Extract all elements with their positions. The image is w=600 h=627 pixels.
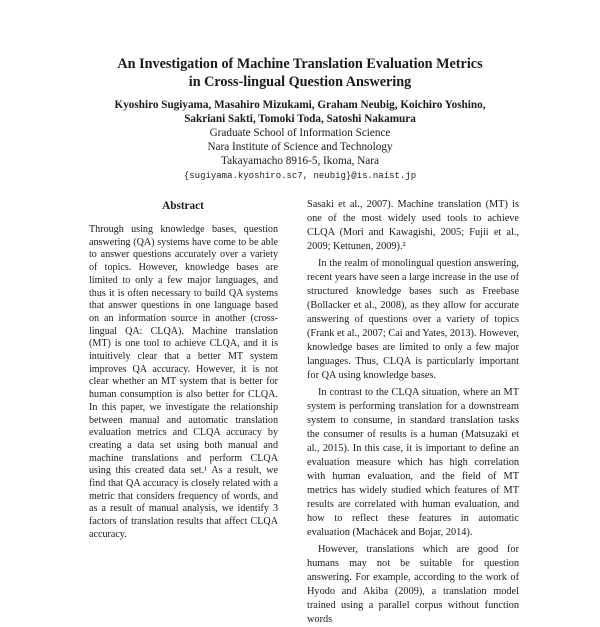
authors-line-1: Kyoshiro Sugiyama, Masahiro Mizukami, Graham Neubig, Koichiro Yoshino, (114, 99, 486, 111)
body-paragraph-4: However, translations which are good for humans may not be suitable for question answering. For example, according to the work of Hyodo and Akiba (2009), a translation model trained using a parallel corpus without function words (307, 544, 519, 625)
paper-title-line-1: An Investigation of Machine Translation Evaluation Metrics (117, 56, 483, 72)
affiliation-line-3: Takayamacho 8916-5, Ikoma, Nara (221, 155, 379, 167)
affiliation-line-2: Nara Institute of Science and Technology (207, 141, 393, 153)
affiliation-line-1: Graduate School of Information Science (209, 127, 391, 139)
body-paragraph-1: Sasaki et al., 2007). Machine translation (MT) is one of the most widely used tools to achieve CLQA (Mori and Kawagishi, 2005; Fujii et al., 2009; Kettunen, 2009).² (307, 199, 519, 252)
body-paragraph-2: In the realm of monolingual question answering, recent years have seen a large increase in the use of structured knowledge bases such as Freebase (Bollacker et al., 2008), as they allow for accurate answering of questions over a variety of topics (Frank et al., 2007; Cai and Yates, 2013). However, knowledge bases are limited to only a few major languages. Thus, CLQA is particularly important for QA using knowledge bases. (307, 258, 519, 381)
abstract-heading: Abstract (162, 200, 204, 212)
body-paragraph-3: In contrast to the CLQA situation, where an MT system is performing translation for a downstream system to consume, in standard translation tasks the consumer of results is a human (Matsuzaki et al., 2015). In this case, it is important to define an evaluation measure which has high correlation with human evaluation, and the field of MT metrics has widely studied which features of MT results are correlated with human evaluation, and how to reflect these features in automatic evaluation (Machácek and Bojar, 2014). (307, 387, 519, 538)
author-email: {sugiyama.kyoshiro.sc7, neubig}@is.naist.jp (183, 171, 417, 181)
authors-line-2: Sakriani Sakti, Tomoki Toda, Satoshi Nakamura (184, 113, 416, 125)
abstract-body: Through using knowledge bases, question answering (QA) systems have come to be able to answer questions accurately over a variety of topics. However, knowledge bases are limited to only a few major languages, and thus it is often necessary to build QA systems that answer questions in one language based on an information source in another (cross-lingual QA: CLQA). Machine translation (MT) is one tool to achieve CLQA, and it is intuitively clear that a better MT system improves QA accuracy. However, it is not clear whether an MT system that is better for human consumption is also better for CLQA. In this paper, we investigate the relationship between manual and automatic translation evaluation metrics and CLQA accuracy by creating a data set using both manual and machine translations and perform CLQA using this created data set.¹ As a result, we find that QA accuracy is closely related with a metric that considers frequency of words, and as a result of manual analysis, we identify 3 factors of translation results that affect CLQA accuracy. (89, 224, 278, 540)
right-column (307, 198, 519, 627)
paper-title-line-2: in Cross-lingual Question Answering (188, 74, 412, 90)
